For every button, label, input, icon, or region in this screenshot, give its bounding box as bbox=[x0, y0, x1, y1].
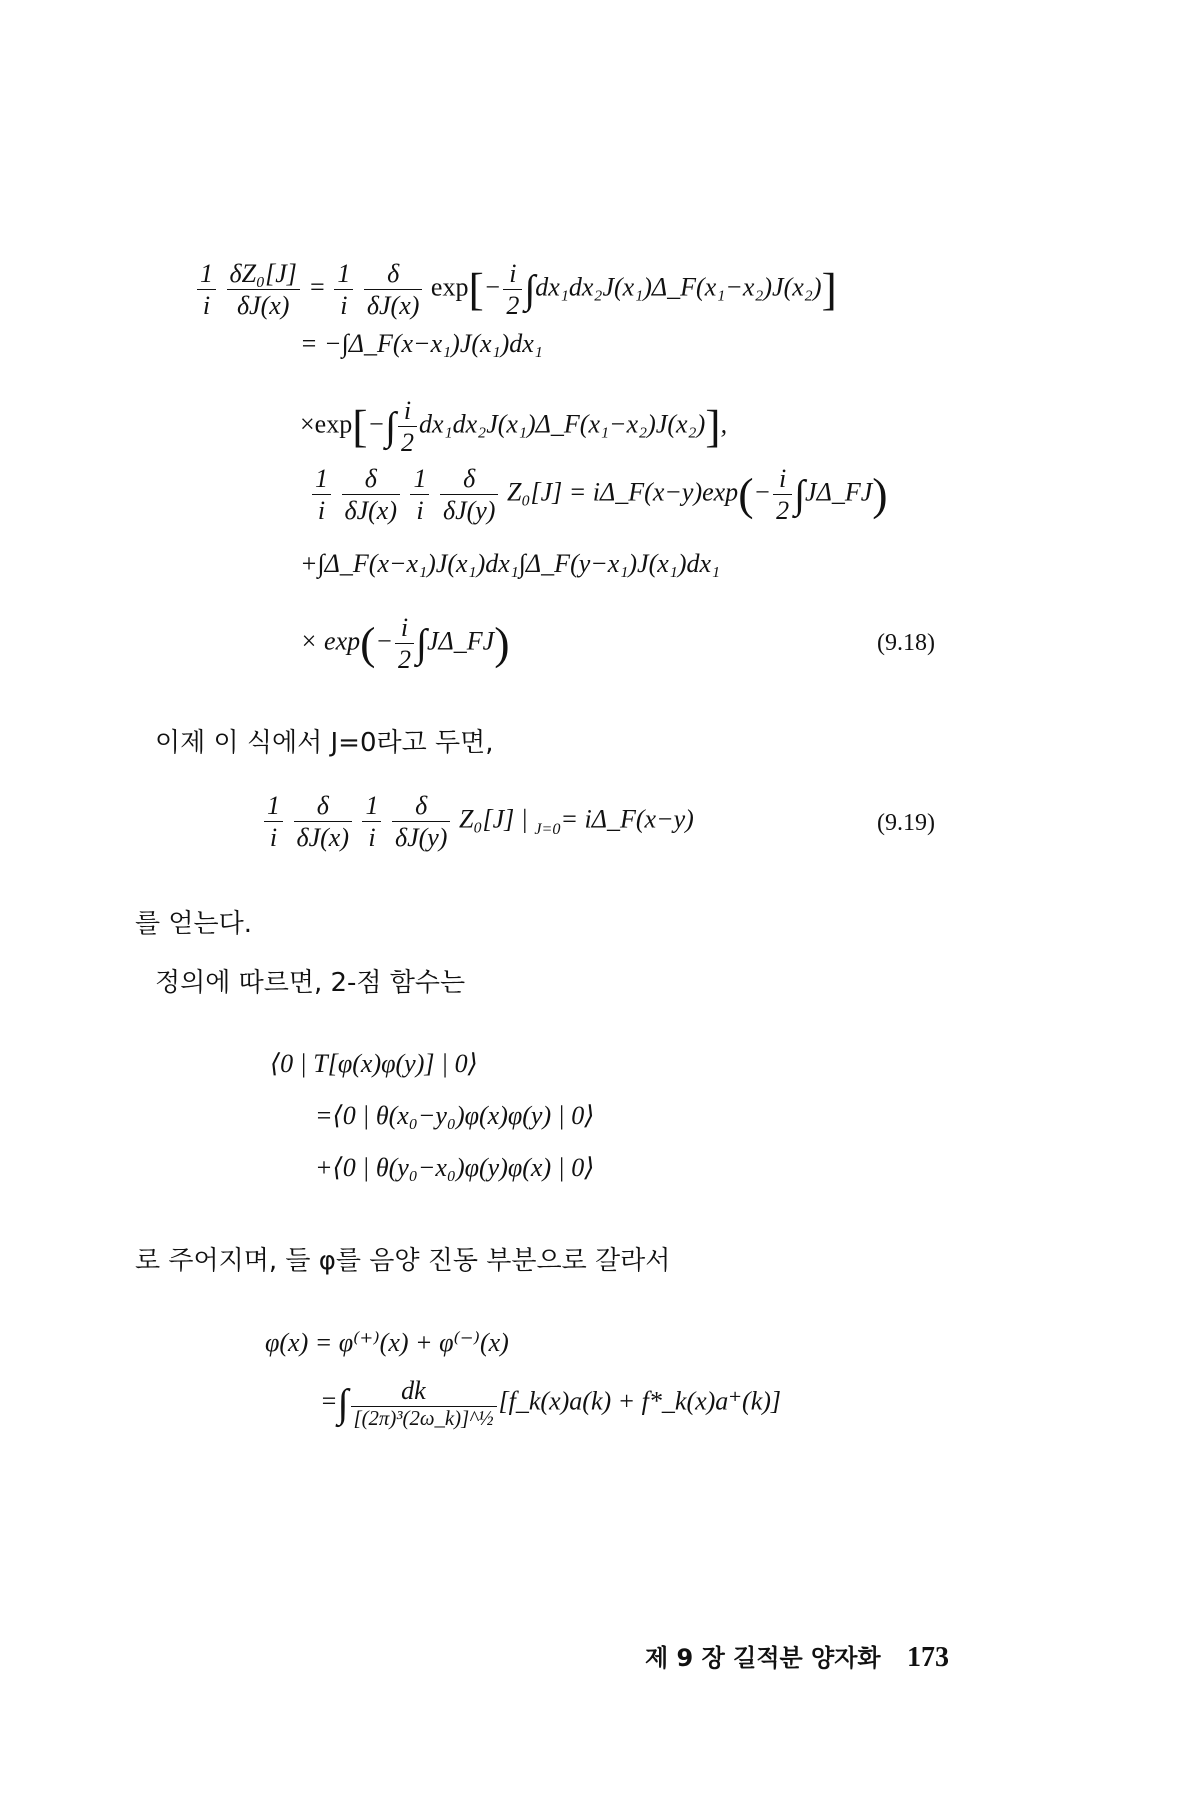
eq-9-18-line-3: ×exp[−∫ $\frac{i}{2}$ dx₁dx₂J(x₁)Δ_F(x₁−x₂)J(x₂)], bbox=[300, 396, 728, 458]
page-number: 173 bbox=[906, 1642, 949, 1673]
eq-integrand-1: dx₁dx₂J(x₁)Δ_F(x₁−x₂)J(x₂) bbox=[535, 272, 822, 302]
paragraph-text-3: 정의에 따르면, 2-점 함수는 bbox=[155, 968, 466, 998]
eq-two-point-line-3: +⟨0 | θ(y₀−x₀)φ(y)φ(x) | 0⟩ bbox=[315, 1153, 595, 1182]
fraction-measure: $\frac{dk⃗}{\text{[(2π)³(2ω\_k)]\textasciicircum{}½}}$ bbox=[351, 1375, 497, 1432]
eq-9-18-line-2: = −∫Δ_F(x−x₁)J(x₁)dx₁ bbox=[300, 329, 543, 358]
fraction-delta-over-dj: $\frac{\delta}{\delta J(x)}$ bbox=[364, 258, 422, 321]
equation-number-9-18: (9.18) bbox=[877, 630, 935, 656]
eq-decomp-line-1: φ(x) = φ⁽⁺⁾(x) + φ⁽⁻⁾(x) bbox=[265, 1328, 509, 1357]
eq-two-point-line-2: =⟨0 | θ(x₀−y₀)φ(x)φ(y) | 0⟩ bbox=[315, 1101, 595, 1130]
paragraph-text-2: 를 얻는다. bbox=[135, 909, 252, 939]
chapter-title: 제 9 장 길적분 양자화 bbox=[645, 1644, 881, 1672]
eq-9-18-line-4: $\frac{1}{i}$ $\frac{\delta}{\delta J(x)}$ $\frac{1}{i}$ $\frac{\delta}{\delta J(y)}$ Z₀[J] = iΔ_F(x−y)exp(− $\frac{i}{2}$ ∫JΔ_FJ) bbox=[310, 463, 888, 526]
eq-9-18-line-1: $\frac{1}{i}$ $\frac{\text{δZ₀[J]}}{\delta J(x)}$ = $\frac{1}{i}$ $\frac{\delta}{\delta J(x)}$ exp[− $\frac{i}{2}$ ∫dx₁dx₂J(x₁)Δ_F(x₁−x₂)J(x₂)] bbox=[195, 258, 837, 321]
eq-9-18-line-5: +∫Δ_F(x−x₁)J(x₁)dx₁∫Δ_F(y−x₁)J(x₁)dx₁ bbox=[300, 549, 721, 578]
eq-two-point-line-1: ⟨0 | T[φ(x)φ(y)] | 0⟩ bbox=[270, 1049, 478, 1078]
fraction-i-over-2-b: $\frac{i}{2}$ bbox=[398, 395, 417, 458]
fraction-delta-z: $\frac{\text{δZ₀[J]}}{\delta J(x)}$ bbox=[227, 258, 300, 321]
paragraph-text-1: 이제 이 식에서 J=0라고 두면, bbox=[155, 728, 494, 758]
eq-decomp-line-2: =∫ $\frac{dk⃗}{\text{[(2π)³(2ω\_k)]\textasciicircum{}½}}$ [f_k(x)a(k) + f*_k(x)a⁺(k)] bbox=[320, 1376, 782, 1431]
page-footer bbox=[645, 1638, 949, 1674]
fraction-i-over-2: $\frac{i}{2}$ bbox=[503, 258, 522, 321]
eq-9-19: $\frac{1}{i}$ $\frac{\delta}{\delta J(x)}$ $\frac{1}{i}$ $\frac{\delta}{\delta J(y)}$ Z₀[J] | $_{J=0}$= iΔ_F(x−y) bbox=[262, 790, 694, 853]
fraction-1-over-i-b: $\frac{1}{i}$ bbox=[334, 258, 353, 321]
paragraph-text-4: 로 주어지며, 들 φ를 음양 진동 부분으로 갈라서 bbox=[135, 1246, 671, 1276]
fraction-1-over-i: $\frac{1}{i}$ bbox=[197, 258, 216, 321]
eq-9-18-line-6: × exp(− $\frac{i}{2}$ ∫JΔ_FJ) bbox=[300, 613, 510, 675]
equation-number-9-19: (9.19) bbox=[877, 810, 935, 836]
